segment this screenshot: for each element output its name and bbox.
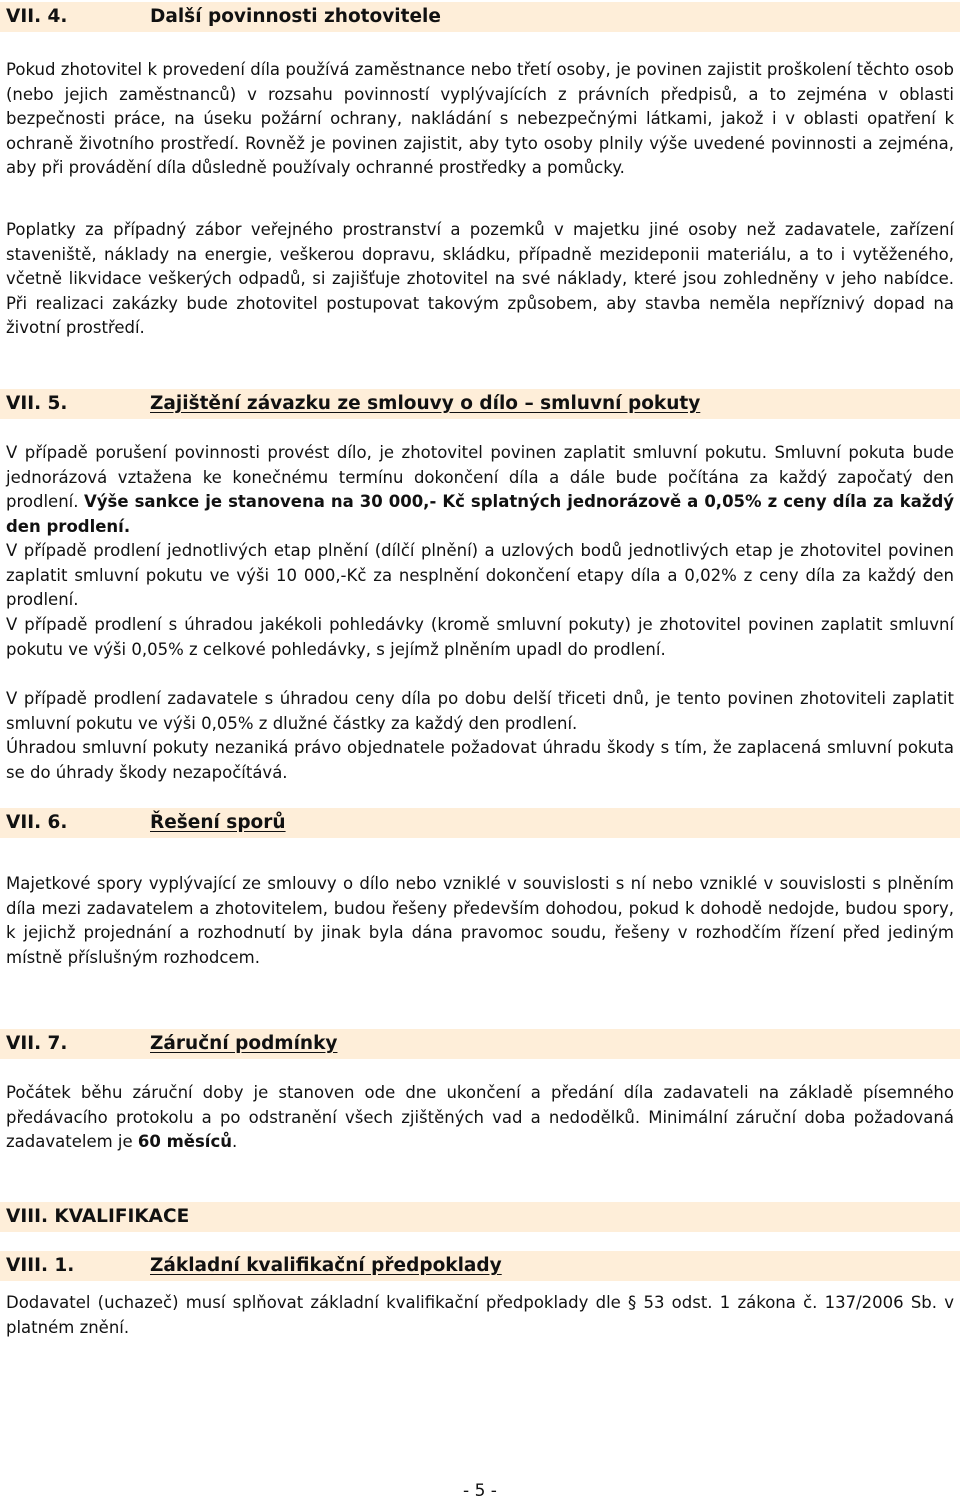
- paragraph-warranty: [6, 1081, 954, 1155]
- section-heading-7-5: [0, 389, 960, 419]
- paragraph-client-delay: V případě prodlení zadavatele s úhradou ceny díla po dobu delší třiceti dnů, je tento povinen zhotoviteli zaplatit smluvní pokutu ve výši 0,05% z dlužné částky za každý den prodlení.: [6, 689, 954, 733]
- paragraph-disputes: Majetkové spory vyplývající ze smlouvy o dílo nebo vzniklé v souvislosti s ní nebo vzniklé v souvislosti s plněním díla mezi zadavatelem a zhotovitelem, budou řešeny především dohodou, pokud k dohodě nedojde, budou spory, k jejichž projednání a rozhodnutí by jinak byla dána pravomoc soudu, řešeny v rozhodčím řízení před jediným místně příslušným rozhodcem.: [6, 874, 954, 967]
- paragraph-damages: Úhradou smluvní pokuty nezaniká právo objednatele požadovat úhradu škody s tím, že zaplacená smluvní pokuta se do úhrady škody nezapočítává.: [6, 738, 954, 782]
- section-title: Zajištění závazku ze smlouvy o dílo – smluvní pokuty: [150, 393, 701, 414]
- section-title: Základní kvalifikační předpoklady: [150, 1255, 502, 1276]
- section-number: VII. 6.: [6, 812, 68, 833]
- paragraph-subcontractor-training: Pokud zhotovitel k provedení díla používá zaměstnance nebo třetí osoby, je povinen zajistit proškolení těchto osob (nebo jejich zaměstnanců) v rozsahu povinností vyplývajících z právních předpisů, a to zejména v oblasti bezpečnosti práce, na úseku požární ochrany, nakládání s nebezpečnými látkami, jakož i v oblasti opatření k ochraně životního prostředí. Rovněž je povinen zajistit, aby tyto osoby plnily výše uvedené povinnosti a zejména, aby při provádění díla důsledně používaly ochranné prostředky a pomůcky.: [6, 60, 954, 178]
- paragraph-contract-penalty: [6, 441, 954, 539]
- warranty-period: 60 měsíců: [137, 1132, 232, 1152]
- section-heading-7-6: [0, 808, 960, 838]
- paragraph-fees-and-costs: Poplatky za případný zábor veřejného prostranství a pozemků v majetku jiné osoby než zadavatele, zařízení staveniště, náklady na energie, veškerou dopravu, skládku, případně mezideponii materiálu, a to i vytěženého, včetně likvidace veškerých odpadů, si zajišťuje zhotovitel na své náklady, které jsou zohledněny v jeho nabídce. Při realizaci zakázky bude zhotovitel postupovat takovým způsobem, aby stavba neměla nepříznivý dopad na životní prostředí.: [6, 220, 954, 338]
- paragraph-stage-delay: V případě prodlení jednotlivých etap plnění (dílčí plnění) a uzlových bodů jednotlivých etap je zhotovitel povinen zaplatit smluvní pokutu ve výši 10 000,-Kč za nesplnění dokončení etapy díla a 0,02% z ceny díla za každý den prodlení.: [6, 541, 954, 610]
- section-heading-7-4: [0, 2, 960, 32]
- paragraph-qualification: Dodavatel (uchazeč) musí splňovat základní kvalifikační předpoklady dle § 53 odst. 1 zákona č. 137/2006 Sb. v platném znění.: [6, 1293, 954, 1337]
- section-number: VIII. 1.: [6, 1255, 75, 1276]
- warranty-text-end: .: [231, 1132, 238, 1152]
- penalty-text: V případě porušení povinnosti provést dílo, je zhotovitel povinen zaplatit smluvní pokutu. Smluvní pokuta bude jednorázová vztažena ke konečnému termínu dokončení díla a dále bude počítána za každý započatý den prodlení.: [6, 443, 954, 512]
- section-title: Záruční podmínky: [150, 1033, 338, 1054]
- section-number: VII. 5.: [6, 393, 68, 414]
- warranty-text: Počátek běhu záruční doby je stanoven ode dne ukončení a předání díla zadavateli na základě písemného předávacího protokolu a po odstranění všech zjištěných vad a nedodělků. Minimální záruční doba požadovaná zadavatelem je: [6, 1083, 954, 1152]
- section-number: VII. 7.: [6, 1033, 68, 1054]
- chapter-heading-8: [0, 1202, 960, 1232]
- section-heading-8-1: [0, 1251, 960, 1281]
- page-number: - 5 -: [463, 1481, 497, 1501]
- section-number: VII. 4.: [6, 6, 68, 27]
- paragraph-payment-delay: V případě prodlení s úhradou jakékoli pohledávky (kromě smluvní pokuty) je zhotovitel povinen zaplatit smluvní pokutu ve výši 0,05% z celkové pohledávky, s jejímž plněním upadl do prodlení.: [6, 615, 954, 659]
- penalty-amount-text: Výše sankce je stanovena na 30 000,- Kč splatných jednorázově a 0,05% z ceny díla za každý den prodlení.: [6, 492, 955, 536]
- section-title: Řešení sporů: [150, 812, 286, 833]
- section-title: Další povinnosti zhotovitele: [150, 6, 441, 27]
- section-heading-7-7: [0, 1029, 960, 1059]
- chapter-title: VIII. KVALIFIKACE: [6, 1206, 190, 1227]
